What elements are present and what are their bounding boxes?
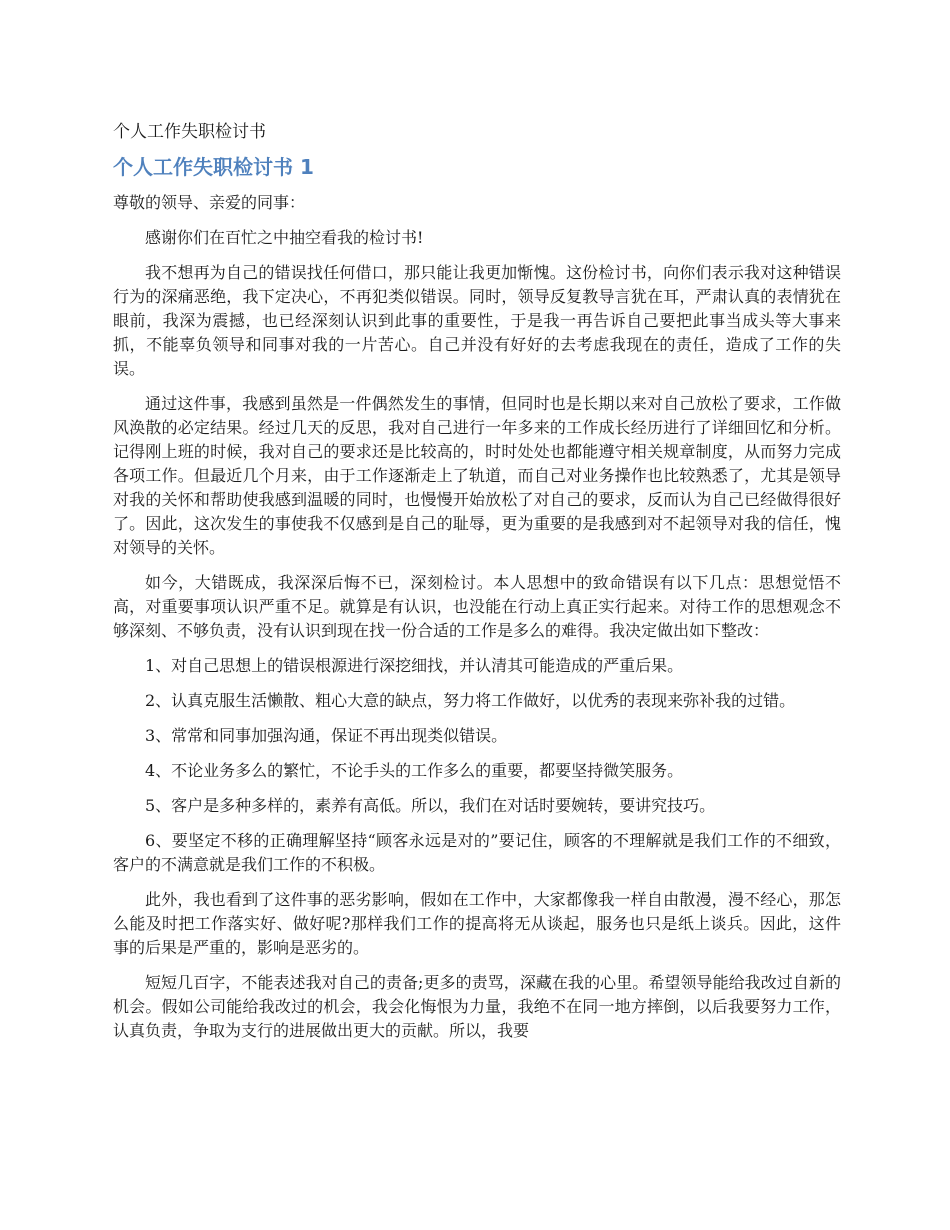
document-title: 个人工作失职检讨书 (113, 122, 266, 142)
paragraph-mistakes: 如今，大错既成，我深深后悔不已，深刻检讨。本人思想中的致命错误有以下几点：思想觉悟不高，对重要事项认识严重不足。就算是有认识，也没能在行动上真正实行起来。对待工作的思想观念不够深刻、不够负责，没有认识到现在找一份合适的工作是多么的难得。我决定做出如下整改： (113, 573, 841, 640)
list-item-5: 5、客户是多种多样的，素养有高低。所以，我们在对话时要婉转，要讲究技巧。 (145, 796, 716, 815)
paragraph-thanks: 感谢你们在百忙之中抽空看我的检讨书! (145, 228, 424, 247)
list-item-6: 6、要坚定不移的正确理解坚持“顾客永远是对的”要记住，顾客的不理解就是我们工作的不细致，客户的不满意就是我们工作的不积极。 (113, 831, 841, 874)
list-item-1: 1、对自己思想上的错误根源进行深挖细找，并认清其可能造成的严重后果。 (145, 656, 684, 675)
list-item-3: 3、常常和同事加强沟通，保证不再出现类似错误。 (145, 726, 508, 745)
document-page (113, 120, 841, 1054)
paragraph-reflection: 通过这件事，我感到虽然是一件偶然发生的事情，但同时也是长期以来对自己放松了要求，工作做风涣散的必定结果。经过几天的反思，我对自己进行一年多来的工作成长经历进行了详细回忆和分析。记得刚上班的时候，我对自己的要求还是比较高的，时时处处也都能遵守相关规章制度，从而努力完成各项工作。但最近几个月来，由于工作逐渐走上了轨道，而自己对业务操作也比较熟悉了，尤其是领导对我的关怀和帮助使我感到温暖的同时，也慢慢开始放松了对自己的要求，反而认为自己已经做得很好了。因此，这次发生的事使我不仅感到是自己的耻辱，更为重要的是我感到对不起领导对我的信任，愧对领导的关怀。 (113, 394, 841, 557)
list-item-4: 4、不论业务多么的繁忙，不论手头的工作多么的重要，都要坚持微笑服务。 (145, 761, 684, 780)
paragraph-apology: 我不想再为自己的错误找任何借口，那只能让我更加惭愧。这份检讨书，向你们表示我对这种错误行为的深痛恶绝，我下定决心，不再犯类似错误。同时，领导反复教导言犹在耳，严肃认真的表情犹在眼前，我深为震撼，也已经深刻认识到此事的重要性，于是我一再告诉自己要把此事当成头等大事来抓，不能辜负领导和同事对我的一片苦心。自己并没有好好的去考虑我现在的责任，造成了工作的失误。 (113, 263, 841, 378)
salutation: 尊敬的领导、亲爱的同事： (113, 193, 306, 212)
paragraph-closing: 短短几百字，不能表述我对自己的责备;更多的责骂，深藏在我的心里。希望领导能给我改过自新的机会。假如公司能给我改过的机会，我会化悔恨为力量，我绝不在同一地方摔倒，以后我要努力工作，认真负责，争取为支行的进展做出更大的贡献。所以，我要 (113, 973, 841, 1040)
section-heading: 个人工作失职检讨书 1 (113, 155, 314, 179)
paragraph-impact: 此外，我也看到了这件事的恶劣影响，假如在工作中，大家都像我一样自由散漫，漫不经心，那怎么能及时把工作落实好、做好呢?那样我们工作的提高将无从谈起，服务也只是纸上谈兵。因此，这件事的后果是严重的，影响是恶劣的。 (113, 890, 841, 957)
list-item-2: 2、认真克服生活懒散、粗心大意的缺点，努力将工作做好，以优秀的表现来弥补我的过错。 (145, 691, 796, 710)
